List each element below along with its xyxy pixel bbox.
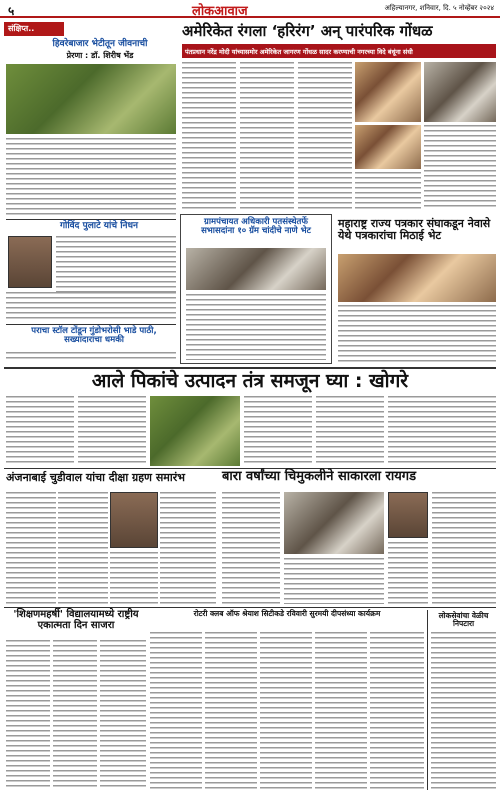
divider — [6, 219, 176, 220]
shikshan-headline: 'शिक्षणमहर्षी' विद्यालयामध्ये राष्ट्रीय एकात्मता दिन साजरा — [13, 609, 139, 631]
banner-text-col1 — [6, 396, 74, 466]
sidebar-story3-text — [6, 352, 176, 362]
page-number: ५ — [8, 4, 15, 18]
rotary-text-col5 — [370, 632, 424, 790]
sidebar-label: संक्षिप्त.. — [4, 22, 64, 36]
rotary-text-col2 — [205, 632, 257, 790]
sidebar-story1-text — [6, 138, 176, 216]
anjana-portrait — [110, 492, 158, 548]
sidebar-story2-headline: गोविंद पुलाटे यांचे निधन — [59, 221, 139, 231]
rotary-text-col3 — [260, 632, 312, 790]
divider — [4, 607, 496, 608]
lead-photo-performance-1 — [355, 62, 421, 122]
lead-text-col4 — [424, 125, 496, 210]
raigad-portrait-girl — [388, 492, 428, 538]
anjana-text-col4 — [160, 492, 216, 604]
lead-text-col5 — [355, 172, 421, 210]
small-story-headline: लोकसेवांचा वेळीच निपटारा — [438, 611, 489, 628]
anjana-text-col2 — [58, 492, 108, 604]
divider — [6, 324, 176, 325]
raigad-text-col4 — [388, 542, 428, 604]
lead-photo-performance-3 — [355, 125, 421, 169]
lead-text-col1 — [182, 62, 236, 210]
patrakar-headline: महाराष्ट्र राज्य पत्रकार संघाकडून नेवासे येथे पत्रकारांचा मिठाई भेट — [338, 217, 491, 242]
sidebar-story2-text-2 — [6, 292, 176, 322]
patrakar-photo — [338, 254, 496, 302]
sidebar-story3-headline: पराचा स्टॉल टोंडून गुंडोभरोसी भाडे पाठी, सख्यादाराचा धमकी — [31, 326, 157, 345]
anjana-headline: अंजनाबाई चुडीवाल यांचा दीक्षा ग्रहण समारंभ — [6, 471, 185, 484]
newspaper-logo: लोकआवाज — [192, 4, 248, 19]
raigad-text-col3 — [432, 492, 496, 604]
anjana-text-col3 — [110, 552, 158, 604]
patrakar-text — [338, 305, 496, 363]
raigad-headline: बारा वर्षांच्या चिमुकलीने साकारला रायगड — [222, 469, 417, 484]
lead-text-col2 — [240, 62, 294, 210]
rotary-text-col1 — [150, 632, 202, 790]
masthead — [0, 0, 500, 18]
banner-text-col3 — [244, 396, 312, 466]
lead-text-col3 — [298, 62, 352, 210]
rotary-text-col4 — [315, 632, 367, 790]
lead-subhead: पंतप्रधान नरेंद्र मोदी यांच्यासमोर अमेरिकेत जागरण गोंधळ सादर करण्याची नगरच्या विदे बंधूंना संधी — [185, 48, 413, 56]
banner-headline: आले पिकांचे उत्पादन तंत्र समजून घ्या : खोगरे — [91, 370, 409, 392]
sidebar-story2-text — [56, 236, 176, 296]
lead-headline: अमेरिकेत रंगला ‘हरिरंग’ अन् पारंपरिक गोंधळ — [182, 22, 433, 40]
shikshan-text-col2 — [53, 640, 97, 790]
gram-photo — [186, 248, 326, 290]
raigad-text-col1 — [222, 492, 280, 604]
raigad-text-col2 — [284, 558, 384, 604]
sidebar-story1-subhead: प्रेरणा : डॉ. शिरीष भेंड — [66, 51, 134, 60]
banner-text-col2 — [78, 396, 146, 466]
divider — [4, 367, 496, 369]
banner-text-col5 — [388, 396, 496, 466]
gram-text — [186, 294, 326, 360]
obituary-portrait — [8, 236, 52, 288]
raigad-photo-fort-model — [284, 492, 384, 554]
date-line: अहिल्यानगर, शनिवार, दि. ५ नोव्हेंबर २०२४ — [384, 4, 494, 12]
small-story-text — [431, 632, 496, 790]
lead-photo-performance-2 — [424, 62, 496, 122]
rotary-headline: रोटरी क्लब ऑफ श्रेयाश सिटीकडे रविवारी सुरमयी दीपसंध्या कार्यक्रम — [193, 609, 381, 618]
sidebar-story1-headline: हिवरेबाजार भेटीतून जीवनाची — [52, 39, 148, 49]
anjana-text-col1 — [6, 492, 56, 604]
shikshan-text-col3 — [100, 640, 146, 790]
banner-photo-farm — [150, 396, 240, 466]
banner-text-col4 — [316, 396, 384, 466]
gram-headline: ग्रामपंचायत अधिकारी पतसंस्थेतर्फे सभासदांना १० ग्रॅम चांदीचे नाणे भेट — [201, 217, 311, 236]
sidebar-photo-visit — [6, 64, 176, 134]
lead-subhead-bar — [182, 44, 496, 58]
divider — [427, 610, 428, 790]
shikshan-text-col1 — [6, 640, 50, 790]
